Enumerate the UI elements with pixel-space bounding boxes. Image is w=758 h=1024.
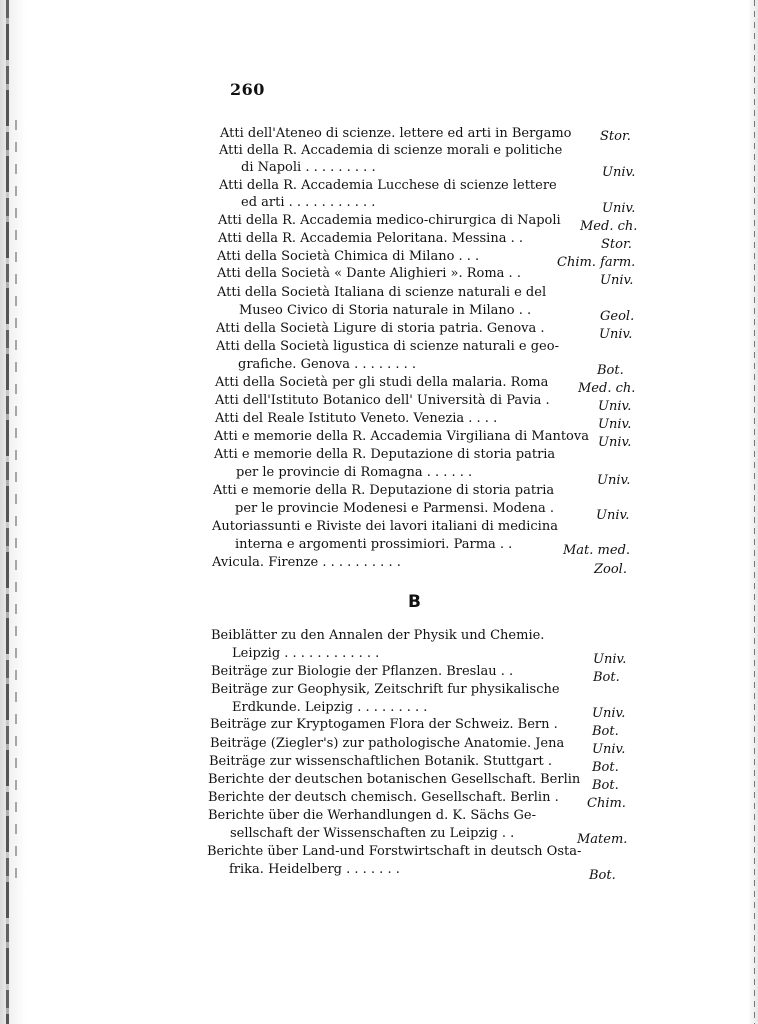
- entry-category: Univ.: [593, 652, 627, 667]
- entry-line: Erdkunde. Leipzig . . . . . . . . .: [232, 700, 428, 715]
- entry-category: Med. ch.: [578, 381, 636, 396]
- entry-category: Univ.: [598, 435, 632, 450]
- entry-line: Atti e memorie della R. Accademia Virgiliana di Mantova: [214, 429, 589, 444]
- entry-category: Bot.: [592, 724, 619, 739]
- entry-category: Bot.: [597, 363, 624, 378]
- entry-category: Bot.: [589, 868, 616, 883]
- entry-category: Univ.: [598, 399, 632, 414]
- entry-line: Autoriassunti e Riviste dei lavori italiani di medicina: [212, 519, 558, 534]
- entry-category: Univ.: [592, 706, 626, 721]
- entry-line: Beiträge zur wissenschaftlichen Botanik. Stuttgart .: [209, 754, 553, 769]
- entry-line: Museo Civico di Storia naturale in Milano . .: [239, 303, 532, 318]
- entry-line: interna e argomenti prossimiori. Parma . .: [235, 537, 513, 552]
- entry-category: Bot.: [592, 778, 619, 793]
- entry-line: Atti della Società Chimica di Milano . . .: [217, 249, 480, 264]
- entry-line: ed arti . . . . . . . . . . .: [241, 195, 376, 210]
- entry-line: Atti dell'Ateneo di scienze. lettere ed arti in Bergamo: [220, 126, 572, 141]
- entry-category: Bot.: [592, 760, 619, 775]
- entry-line: Beiträge zur Biologie der Pflanzen. Breslau . .: [211, 664, 514, 679]
- entry-line: di Napoli . . . . . . . . .: [241, 160, 376, 175]
- entry-line: sellschaft der Wissenschaften zu Leipzig . .: [230, 826, 515, 841]
- entry-line: per le provincie di Romagna . . . . . .: [236, 465, 473, 480]
- entry-line: Atti della Società Italiana di scienze naturali e del: [217, 285, 547, 300]
- entry-line: Beiblätter zu den Annalen der Physik und Chemie.: [211, 628, 545, 643]
- entry-line: Atti e memorie della R. Deputazione di storia patria: [213, 483, 555, 498]
- entry-line: frika. Heidelberg . . . . . . .: [229, 862, 400, 877]
- entry-line: Berichte über die Werhandlungen d. K. Sächs Ge-: [208, 808, 536, 823]
- entry-category: Matem.: [577, 832, 628, 847]
- entry-category: Geol.: [600, 309, 635, 324]
- entry-category: Univ.: [596, 508, 630, 523]
- entry-category: Univ.: [602, 201, 636, 216]
- entry-line: Atti della R. Accademia Peloritana. Messina . .: [218, 231, 523, 246]
- entry-category: Univ.: [592, 742, 626, 757]
- entry-category: Mat. med.: [563, 543, 631, 558]
- entry-category: Univ.: [598, 417, 632, 432]
- entry-line: Avicula. Firenze . . . . . . . . . .: [212, 555, 401, 570]
- entry-line: Atti e memorie della R. Deputazione di storia patria: [214, 447, 556, 462]
- entry-category: Bot.: [593, 670, 620, 685]
- entry-category: Stor.: [600, 129, 631, 144]
- entry-line: Berichte der deutschen botanischen Gesellschaft. Berlin: [208, 772, 581, 787]
- entry-category: Univ.: [602, 165, 636, 180]
- section-letter-b: B: [408, 592, 421, 612]
- entry-category: Med. ch.: [580, 219, 638, 234]
- entry-line: Atti della Società ligustica di scienze naturali e geo-: [216, 339, 559, 354]
- entry-line: grafiche. Genova . . . . . . . .: [238, 357, 417, 372]
- entry-line: Atti della R. Accademia Lucchese di scienze lettere: [219, 178, 557, 193]
- entry-line: Leipzig . . . . . . . . . . . .: [232, 646, 380, 661]
- entry-category: Chim. farm.: [557, 255, 636, 270]
- entry-line: Atti della Società per gli studi della malaria. Roma: [215, 375, 549, 390]
- page-number: 260: [230, 80, 265, 99]
- entry-line: Atti del Reale Istituto Veneto. Venezia . . . .: [215, 411, 498, 426]
- entry-line: Atti della R. Accademia di scienze morali e politiche: [219, 143, 563, 158]
- entry-line: Berichte der deutsch chemisch. Gesellschaft. Berlin .: [208, 790, 559, 805]
- entry-line: Beiträge zur Geophysik, Zeitschrift fur physikalische: [211, 682, 560, 697]
- entry-line: Berichte über Land-und Forstwirtschaft in deutsch Osta-: [207, 844, 582, 859]
- entry-line: Beiträge (Ziegler's) zur pathologische Anatomie. Jena: [210, 736, 565, 751]
- entry-category: Univ.: [597, 473, 631, 488]
- entry-category: Zool.: [594, 562, 627, 577]
- entry-line: Atti della Società Ligure di storia patria. Genova .: [216, 321, 545, 336]
- entry-category: Univ.: [599, 327, 633, 342]
- entry-category: Stor.: [601, 237, 632, 252]
- entry-line: Atti della R. Accademia medico-chirurgica di Napoli: [218, 213, 561, 228]
- entry-line: Atti della Società « Dante Alighieri ». Roma . .: [217, 266, 521, 281]
- entry-line: per le provincie Modenesi e Parmensi. Modena .: [235, 501, 555, 516]
- entry-line: Atti dell'Istituto Botanico dell' Università di Pavia .: [215, 393, 550, 408]
- entry-category: Chim.: [587, 796, 626, 811]
- entry-category: Univ.: [600, 273, 634, 288]
- entry-line: Beiträge zur Kryptogamen Flora der Schweiz. Bern .: [210, 717, 558, 732]
